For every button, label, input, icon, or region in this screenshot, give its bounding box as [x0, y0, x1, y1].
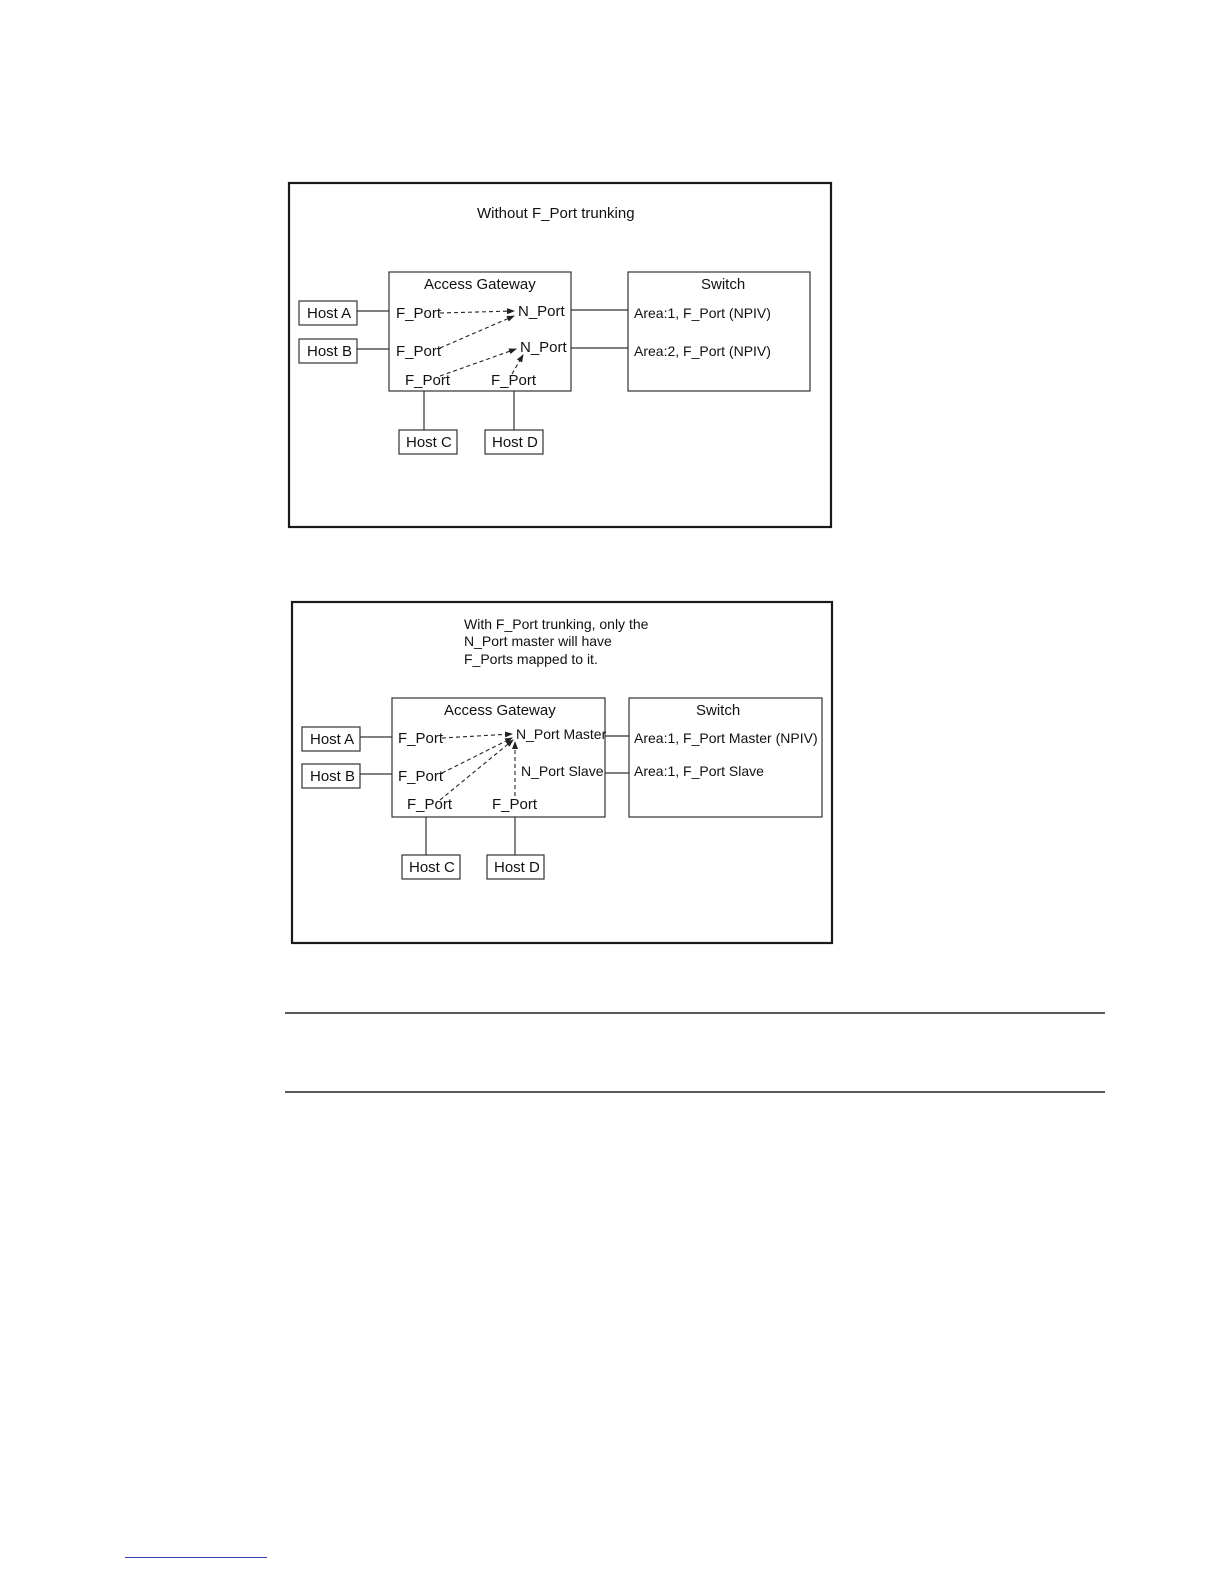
- diagram1-fport-3: F_Port: [405, 372, 451, 389]
- diagram1-switch-title: Switch: [701, 276, 746, 293]
- diagram2-switch-port-2: Area:1, F_Port Slave: [634, 763, 764, 779]
- diagram2-host-b-label: Host B: [310, 768, 356, 785]
- diagram1-host-a-label: Host A: [307, 305, 352, 322]
- diagram2-fport-2: F_Port: [398, 768, 444, 785]
- diagram1-map-b: [440, 316, 514, 348]
- diagram2-gateway-title: Access Gateway: [444, 702, 556, 719]
- diagram1-switch-port-2: Area:2, F_Port (NPIV): [634, 343, 771, 359]
- footer-link-underline[interactable]: [125, 1557, 267, 1558]
- diagram2-host-d-label: Host D: [494, 859, 540, 876]
- diagram1-fport-4: F_Port: [491, 372, 537, 389]
- diagram1-map-a: [440, 311, 514, 313]
- diagram2-map-a: [442, 734, 512, 738]
- diagram2-map-c: [440, 740, 513, 800]
- diagram2-fport-4: F_Port: [492, 796, 538, 813]
- diagram1-nport-2: N_Port: [520, 339, 567, 356]
- diagram1-fport-2: F_Port: [396, 343, 442, 360]
- diagram1-host-d-label: Host D: [492, 434, 538, 451]
- diagram1-host-c-label: Host C: [406, 434, 452, 451]
- diagram1-nport-1: N_Port: [518, 303, 565, 320]
- diagram2-switch-port-1: Area:1, F_Port Master (NPIV): [634, 730, 818, 746]
- diagram2-fport-1: F_Port: [398, 730, 444, 747]
- diagram2-caption-line2: N_Port master will have: [464, 633, 612, 649]
- diagram2-nport-master: N_Port Master: [516, 726, 607, 742]
- diagram2-caption-line1: With F_Port trunking, only the: [464, 616, 649, 632]
- diagram2-host-a-label: Host A: [310, 731, 355, 748]
- diagram2-caption-line3: F_Ports mapped to it.: [464, 651, 598, 667]
- diagram1-switch-port-1: Area:1, F_Port (NPIV): [634, 305, 771, 321]
- diagram1-host-b-label: Host B: [307, 343, 353, 360]
- diagram2-host-c-label: Host C: [409, 859, 455, 876]
- diagram1-fport-1: F_Port: [396, 305, 442, 322]
- diagram2-nport-slave: N_Port Slave: [521, 763, 604, 779]
- diagram1-caption: Without F_Port trunking: [477, 205, 635, 222]
- diagram-with-trunking: [292, 602, 832, 943]
- diagram2-switch-title: Switch: [696, 702, 741, 719]
- diagram2-fport-3: F_Port: [407, 796, 453, 813]
- diagram-without-trunking: [289, 183, 831, 527]
- diagram1-gateway-title: Access Gateway: [424, 276, 536, 293]
- diagram2-map-b: [442, 738, 512, 773]
